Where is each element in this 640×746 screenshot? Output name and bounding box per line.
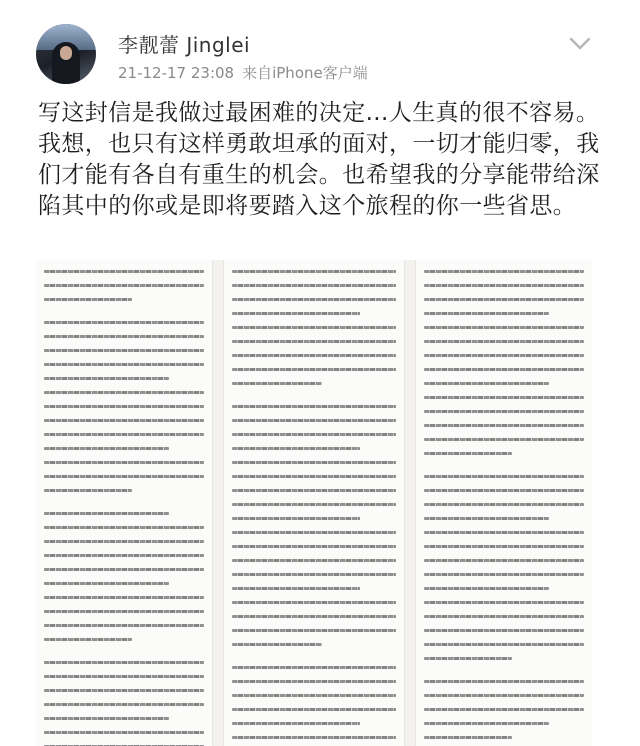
username[interactable]: 李靓蕾 Jinglei	[118, 33, 251, 57]
letter-text-line	[232, 475, 396, 478]
letter-text-line	[232, 629, 396, 632]
letter-text-line	[424, 466, 584, 475]
letter-text-line	[424, 503, 584, 506]
avatar-face	[60, 46, 72, 60]
letter-text-line	[44, 321, 204, 324]
letter-text-line	[424, 270, 584, 273]
letter-text-line	[424, 601, 584, 604]
letter-text-line	[232, 354, 396, 357]
post-header	[0, 0, 640, 92]
letter-text-line	[424, 545, 584, 548]
letter-text-line	[232, 531, 396, 534]
letter-text-line	[44, 270, 204, 273]
letter-text-line	[44, 489, 132, 492]
letter-text-line	[44, 568, 204, 571]
letter-text-line	[232, 419, 396, 422]
letter-text-line	[232, 615, 396, 618]
letter-text-line	[424, 312, 549, 315]
letter-text-line	[424, 438, 584, 441]
letter-text-line	[44, 731, 204, 734]
letter-text-line	[44, 624, 204, 627]
letter-text-line	[44, 349, 204, 352]
avatar[interactable]	[36, 24, 96, 84]
letter-text-line	[232, 382, 322, 385]
letter-text-line	[232, 284, 396, 287]
letter-text-line	[232, 587, 360, 590]
letter-text-line	[424, 531, 584, 534]
letter-text-line	[44, 363, 204, 366]
letter-text-line	[424, 694, 584, 697]
letter-text-line	[44, 433, 204, 436]
letter-text-line	[44, 419, 204, 422]
letter-text-line	[44, 461, 204, 464]
letter-text-line	[44, 610, 204, 613]
letter-text-line	[44, 512, 169, 515]
letter-text-line	[424, 354, 584, 357]
letter-text-line	[232, 340, 396, 343]
timestamp: 21-12-17 23:08	[118, 64, 235, 82]
letter-text-line	[44, 503, 204, 512]
letter-text-line	[44, 526, 204, 529]
letter-text-line	[232, 326, 396, 329]
letter-page-2	[224, 260, 404, 746]
letter-page-1	[36, 260, 212, 746]
letter-text-line	[44, 596, 204, 599]
letter-text-line	[232, 573, 396, 576]
letter-text-line	[44, 652, 204, 661]
letter-image[interactable]	[36, 260, 592, 746]
letter-text-line	[424, 424, 584, 427]
letter-text-line	[232, 433, 396, 436]
letter-text-line	[44, 335, 204, 338]
letter-text-line	[44, 447, 169, 450]
letter-text-line	[232, 405, 396, 408]
letter-text-line	[424, 396, 584, 399]
post-meta	[118, 62, 368, 83]
letter-text-line	[232, 666, 396, 669]
letter-text-line	[44, 298, 132, 301]
letter-text-line	[44, 475, 204, 478]
letter-text-line	[44, 312, 204, 321]
letter-text-line	[424, 736, 512, 739]
letter-text-line	[232, 396, 396, 405]
letter-text-line	[424, 340, 584, 343]
letter-text-line	[424, 643, 584, 646]
letter-text-line	[44, 582, 169, 585]
letter-text-line	[232, 298, 396, 301]
letter-text-line	[424, 657, 512, 660]
letter-text-line	[424, 410, 584, 413]
letter-text-line	[232, 657, 396, 666]
letter-page-3	[416, 260, 592, 746]
letter-text-line	[232, 503, 396, 506]
chevron-down-icon[interactable]	[566, 32, 594, 54]
letter-text-line	[232, 601, 396, 604]
letter-text-line	[44, 689, 204, 692]
letter-text-line	[424, 489, 584, 492]
letter-text-line	[424, 298, 584, 301]
letter-text-line	[232, 461, 396, 464]
letter-text-line	[232, 694, 396, 697]
letter-text-line	[44, 540, 204, 543]
letter-text-line	[44, 554, 204, 557]
letter-text-line	[232, 312, 360, 315]
letter-text-line	[232, 545, 396, 548]
letter-text-line	[424, 708, 584, 711]
letter-text-line	[424, 573, 584, 576]
letter-text-line	[44, 661, 204, 664]
letter-text-line	[424, 517, 549, 520]
letter-text-line	[424, 671, 584, 680]
letter-text-line	[232, 270, 396, 273]
letter-text-line	[44, 405, 204, 408]
letter-text-line	[424, 722, 549, 725]
letter-text-line	[44, 284, 204, 287]
letter-text-line	[424, 284, 584, 287]
letter-text-line	[232, 643, 322, 646]
letter-text-line	[44, 377, 169, 380]
letter-text-line	[44, 638, 132, 641]
letter-text-line	[424, 368, 584, 371]
letter-text-line	[424, 615, 584, 618]
letter-text-line	[424, 452, 512, 455]
letter-text-line	[232, 559, 396, 562]
letter-text-line	[424, 475, 584, 478]
letter-text-line	[232, 708, 396, 711]
letter-text-line	[232, 447, 360, 450]
letter-text-line	[44, 675, 204, 678]
letter-text-line	[44, 391, 204, 394]
letter-text-line	[424, 587, 549, 590]
letter-text-line	[424, 559, 584, 562]
letter-text-line	[232, 489, 396, 492]
letter-text-line	[424, 382, 549, 385]
letter-text-line	[424, 629, 584, 632]
source-device[interactable]: 来自iPhone客户端	[242, 64, 368, 82]
letter-text-line	[44, 717, 169, 720]
post-text: 写这封信是我做过最困难的决定...人生真的很不容易。我想，也只有这样勇敢坦承的面对，一切才能归零，我们才能有各自有重生的机会。也希望我的分享能带给深陷其中的你或是即将要踏入这个旅程的你一些省思。	[38, 100, 600, 219]
letter-text-line	[424, 326, 584, 329]
letter-text-line	[44, 703, 204, 706]
letter-text-line	[424, 680, 584, 683]
letter-text-line	[232, 736, 396, 739]
letter-text-line	[232, 368, 396, 371]
letter-text-line	[232, 722, 360, 725]
letter-text-line	[232, 517, 360, 520]
letter-text-line	[232, 680, 396, 683]
